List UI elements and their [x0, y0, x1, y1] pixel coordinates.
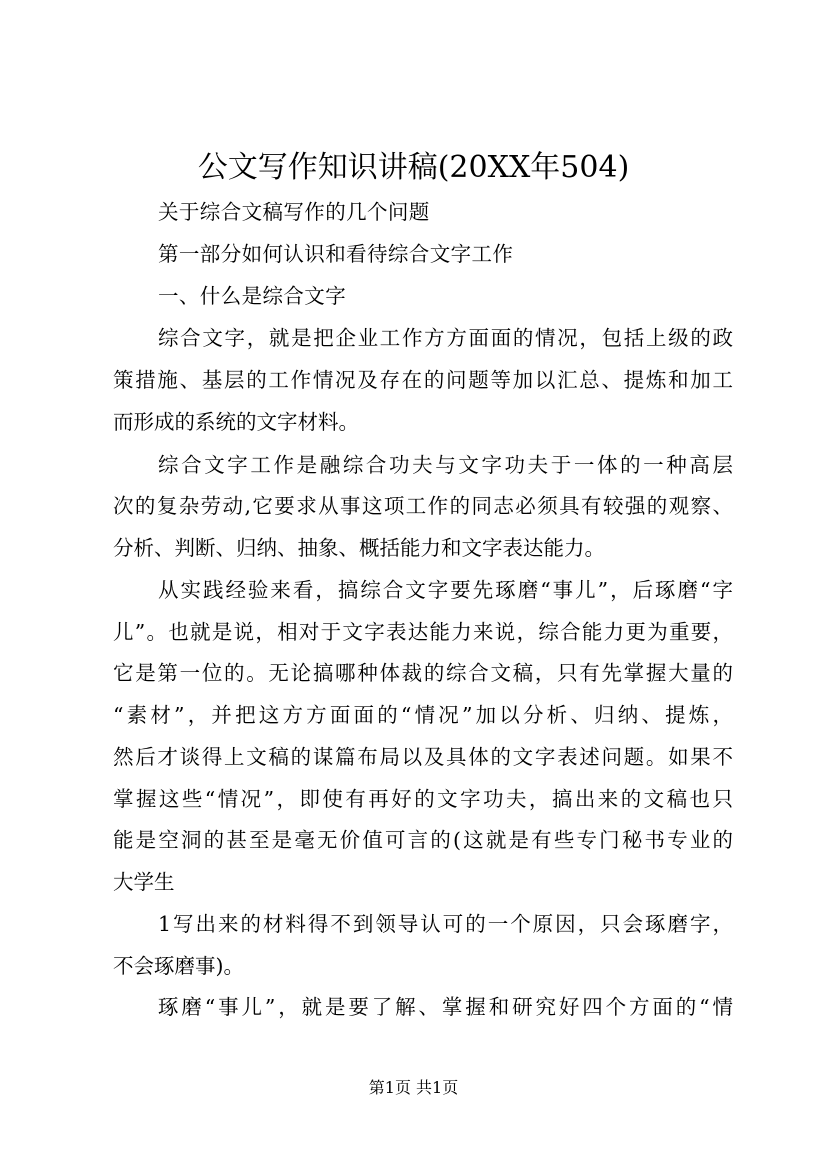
page-footer: 第1页 共1页	[368, 1078, 459, 1097]
paragraph-line: 大学生	[113, 870, 175, 894]
paragraph-line: 不会琢磨事)。	[113, 954, 244, 978]
part-heading: 第一部分如何认识和看待综合文字工作	[158, 242, 514, 266]
paragraph-line: 而形成的系统的文字材料。	[113, 410, 359, 434]
paragraph-line: 分析、判断、归纳、抽象、概括能力和文字表达能力。	[113, 536, 605, 560]
paragraph-line: 策措施、基层的工作情况及存在的问题等加以汇总、提炼和加工	[113, 368, 733, 392]
subtitle: 关于综合文稿写作的几个问题	[158, 200, 430, 224]
paragraph-line: 次的复杂劳动,它要求从事这项工作的同志必须具有较强的观察、	[113, 494, 733, 518]
paragraph-line: 1写出来的材料得不到领导认可的一个原因，只会琢磨字，	[158, 912, 733, 936]
paragraph-line: 琢磨“事儿”，就是要了解、掌握和研究好四个方面的“情	[158, 995, 733, 1019]
paragraph-line: 掌握这些“情况”，即使有再好的文字功夫，搞出来的文稿也只	[113, 787, 733, 811]
paragraph-line: “素材”，并把这方方面面的“情况”加以分析、归纳、提炼，	[113, 703, 733, 727]
paragraph-line: 综合文字工作是融综合功夫与文字功夫于一体的一种高层	[158, 453, 733, 477]
paragraph-line: 从实践经验来看，搞综合文字要先琢磨“事儿”，后琢磨“字	[158, 578, 733, 602]
document-title: 公文写作知识讲稿(20XX年504)	[197, 150, 630, 185]
paragraph-line: 然后才谈得上文稿的谋篇布局以及具体的文字表述问题。如果不	[113, 745, 733, 769]
paragraph-line: 综合文字，就是把企业工作方方面面的情况，包括上级的政	[158, 326, 733, 350]
section-heading: 一、什么是综合文字	[158, 284, 347, 308]
paragraph-line: 它是第一位的。无论搞哪种体裁的综合文稿，只有先掌握大量的	[113, 661, 733, 685]
paragraph-line: 儿”。也就是说，相对于文字表达能力来说，综合能力更为重要，	[113, 620, 733, 644]
paragraph-line: 能是空洞的甚至是毫无价值可言的(这就是有些专门秘书专业的	[113, 828, 733, 852]
